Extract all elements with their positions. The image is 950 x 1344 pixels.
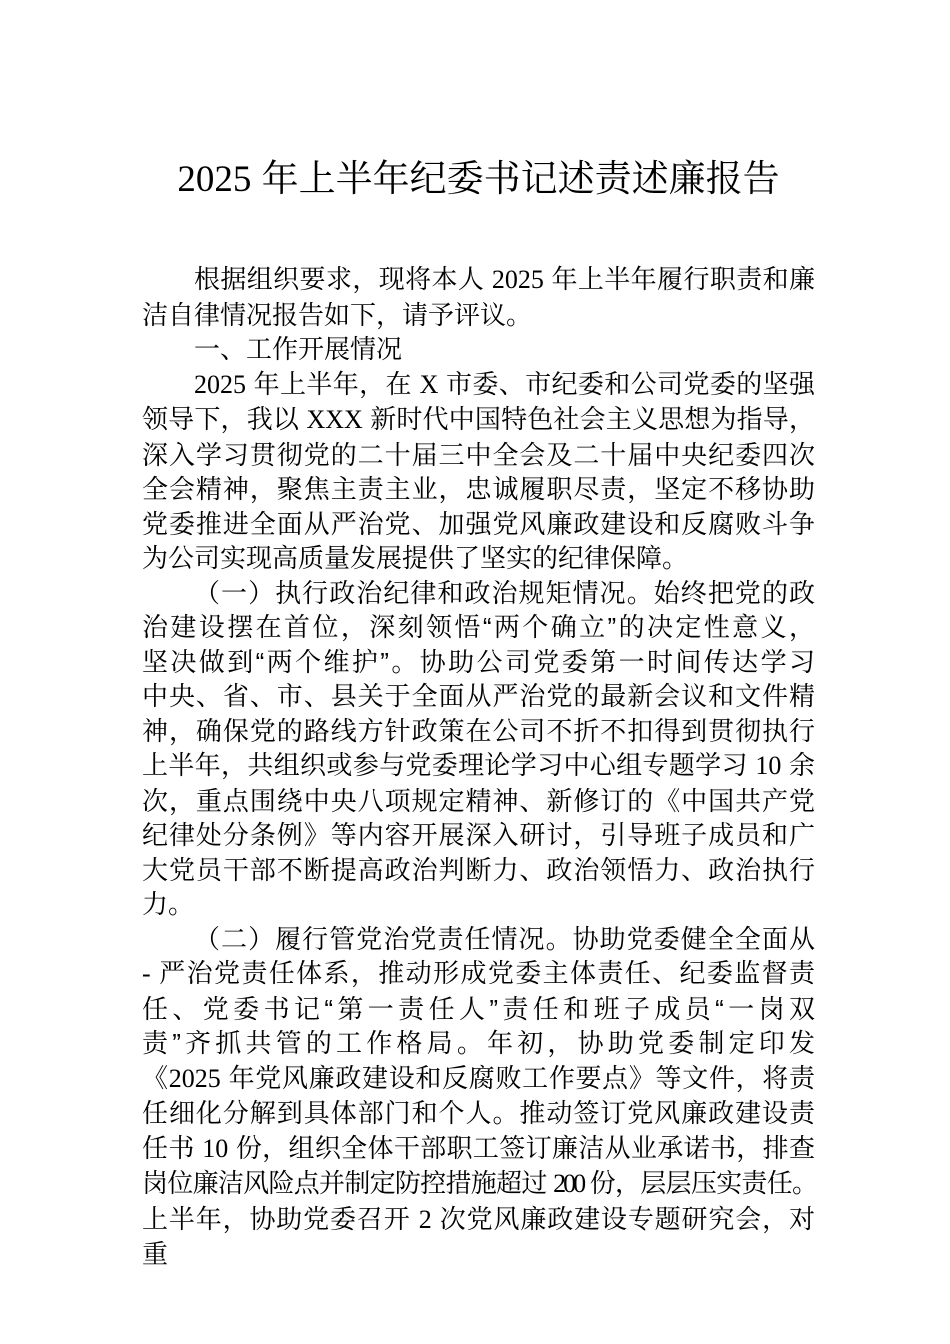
text-line: 《2025 年党风廉政建设和反腐败工作要点》等文件，将责 [142,1062,815,1093]
text-line: 岗位廉洁风险点并制定防控措施超过 200 份，层层压实责任。 [142,1168,815,1198]
text-line: 次，重点围绕中央八项规定精神、新修订的《中国共产党 [142,785,815,816]
text-line: 任、党委书记“第一责任人”责任和班子成员“一岗双 [142,993,815,1024]
document-title: 2025 年上半年纪委书记述责述廉报告 [177,158,780,200]
text-line: 上半年，协助党委召开 2 次党风廉政建设专题研究会，对重 [142,1203,815,1269]
text-line: 治建设摆在首位，深刻领悟“两个确立”的决定性意义， [142,612,815,642]
text-line: （二）履行管党治党责任情况。协助党委健全全面从 [194,923,815,954]
text-line: 力。 [142,889,195,919]
text-line: 上半年，共组织或参与党委理论学习中心组专题学习 10 余 [142,750,815,780]
text-line: 责”齐抓共管的工作格局。年初，协助党委制定印发 [142,1028,815,1058]
text-line: （一）执行政治纪律和政治规矩情况。始终把党的政 [194,577,815,608]
text-line: 神，确保党的路线方针政策在公司不折不扣得到贯彻执行 [142,715,815,746]
text-line: - 严治党责任体系，推动形成党委主体责任、纪委监督责 [142,958,815,988]
text-line: 深入学习贯彻党的二十届三中全会及二十届中央纪委四次 [142,439,815,470]
text-line: 纪律处分条例》等内容开展深入研讨，引导班子成员和广 [142,820,815,850]
text-line: 任细化分解到具体部门和个人。推动签订党风廉政建设责 [142,1098,815,1128]
text-line: 大党员干部不断提高政治判断力、政治领悟力、政治执行 [142,854,815,885]
text-line: 全会精神，聚焦主责主业，忠诚履职尽责，坚定不移协助 [142,474,815,504]
document-body [0,203,950,1272]
text-line: 任书 10 份，组织全体干部职工签订廉洁从业承诺书，排查 [142,1132,815,1163]
text-line: 洁自律情况报告如下，请予评议。 [142,299,533,330]
text-line: 根据组织要求，现将本人 2025 年上半年履行职责和廉 [194,264,815,294]
text-line: 中央、省、市、县关于全面从严治党的最新会议和文件精 [142,681,815,711]
text-line: 党委推进全面从严治党、加强党风廉政建设和反腐败斗争 [142,508,815,539]
text-line: 坚决做到“两个维护”。协助公司党委第一时间传达学习 [142,646,815,677]
text-line: 2025 年上半年，在 X 市委、市纪委和公司党委的坚强 [194,368,815,399]
text-line: 一、工作开展情况 [194,334,403,364]
text-line: 为公司实现高质量发展提供了坚实的纪律保障。 [142,543,689,573]
text-line: 领导下，我以 XXX 新时代中国特色社会主义思想为指导， [142,404,815,434]
